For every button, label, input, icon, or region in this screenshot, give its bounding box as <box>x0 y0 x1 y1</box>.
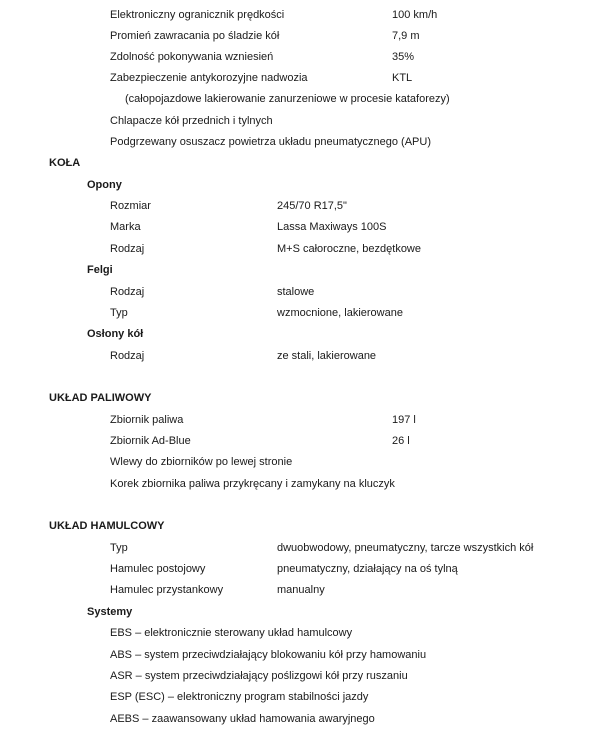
subheading-oslony: Osłony kół <box>87 328 144 340</box>
spec-label: Rodzaj <box>110 286 145 298</box>
spec-label: Hamulec przystankowy <box>110 584 224 596</box>
spec-label: Marka <box>110 221 141 233</box>
ktl-note: (całopojazdowe lakierowanie zanurzeniowe w procesie kataforezy) <box>125 93 450 105</box>
spec-label: Promień zawracania po śladzie kół <box>110 30 280 42</box>
spec-note: Wlewy do zbiorników po lewej stronie <box>110 456 293 468</box>
spec-note: Chlapacze kół przednich i tylnych <box>110 115 273 127</box>
system-item: EBS – elektronicznie sterowany układ hamulcowy <box>110 627 353 639</box>
spec-value: pneumatyczny, działający na oś tylną <box>277 563 458 575</box>
spec-value: 245/70 R17,5" <box>277 200 347 212</box>
spec-label: Zdolność pokonywania wzniesień <box>110 51 274 63</box>
system-item: ABS – system przeciwdziałający blokowaniu kół przy hamowaniu <box>110 649 427 661</box>
spec-value: M+S całoroczne, bezdętkowe <box>277 243 421 255</box>
spec-value: wzmocnione, lakierowane <box>277 307 403 319</box>
spec-label: Zabezpieczenie antykorozyjne nadwozia <box>110 72 308 84</box>
spec-label: Zbiornik Ad-Blue <box>110 435 191 447</box>
subheading-felgi: Felgi <box>87 264 113 276</box>
system-item: AEBS – zaawansowany układ hamowania awaryjnego <box>110 713 375 725</box>
spec-value: KTL <box>392 72 413 84</box>
spec-label: Rodzaj <box>110 350 145 362</box>
system-item: ESP (ESC) – elektroniczny program stabilności jazdy <box>110 691 369 703</box>
spec-label: Hamulec postojowy <box>110 563 206 575</box>
section-heading-kola: KOŁA <box>49 157 81 169</box>
spec-value: manualny <box>277 584 325 596</box>
spec-label: Rodzaj <box>110 243 145 255</box>
spec-note: Podgrzewany osuszacz powietrza układu pneumatycznego (APU) <box>110 136 431 148</box>
spec-value: 100 km/h <box>392 9 438 21</box>
spec-label: Zbiornik paliwa <box>110 414 184 426</box>
spec-label: Elektroniczny ogranicznik prędkości <box>110 9 285 21</box>
section-heading-paliwo: UKŁAD PALIWOWY <box>49 392 152 404</box>
spec-label: Typ <box>110 307 128 319</box>
spec-value: 35% <box>392 51 415 63</box>
spec-value: dwuobwodowy, pneumatyczny, tarcze wszystkich kół <box>277 542 534 554</box>
spec-value: ze stali, lakierowane <box>277 350 377 362</box>
spec-value: Lassa Maxiways 100S <box>277 221 387 233</box>
spec-label: Typ <box>110 542 128 554</box>
spec-value: 26 l <box>392 435 410 447</box>
subheading-systemy: Systemy <box>87 606 133 618</box>
spec-value: stalowe <box>277 286 315 298</box>
section-heading-hamulce: UKŁAD HAMULCOWY <box>49 520 165 532</box>
spec-label: Rozmiar <box>110 200 151 212</box>
system-item: ASR – system przeciwdziałający poślizgowi kół przy ruszaniu <box>110 670 408 682</box>
spec-note: Korek zbiornika paliwa przykręcany i zamykany na kluczyk <box>110 478 395 490</box>
spec-value: 197 l <box>392 414 416 426</box>
spec-value: 7,9 m <box>392 30 420 42</box>
subheading-opony: Opony <box>87 179 122 191</box>
